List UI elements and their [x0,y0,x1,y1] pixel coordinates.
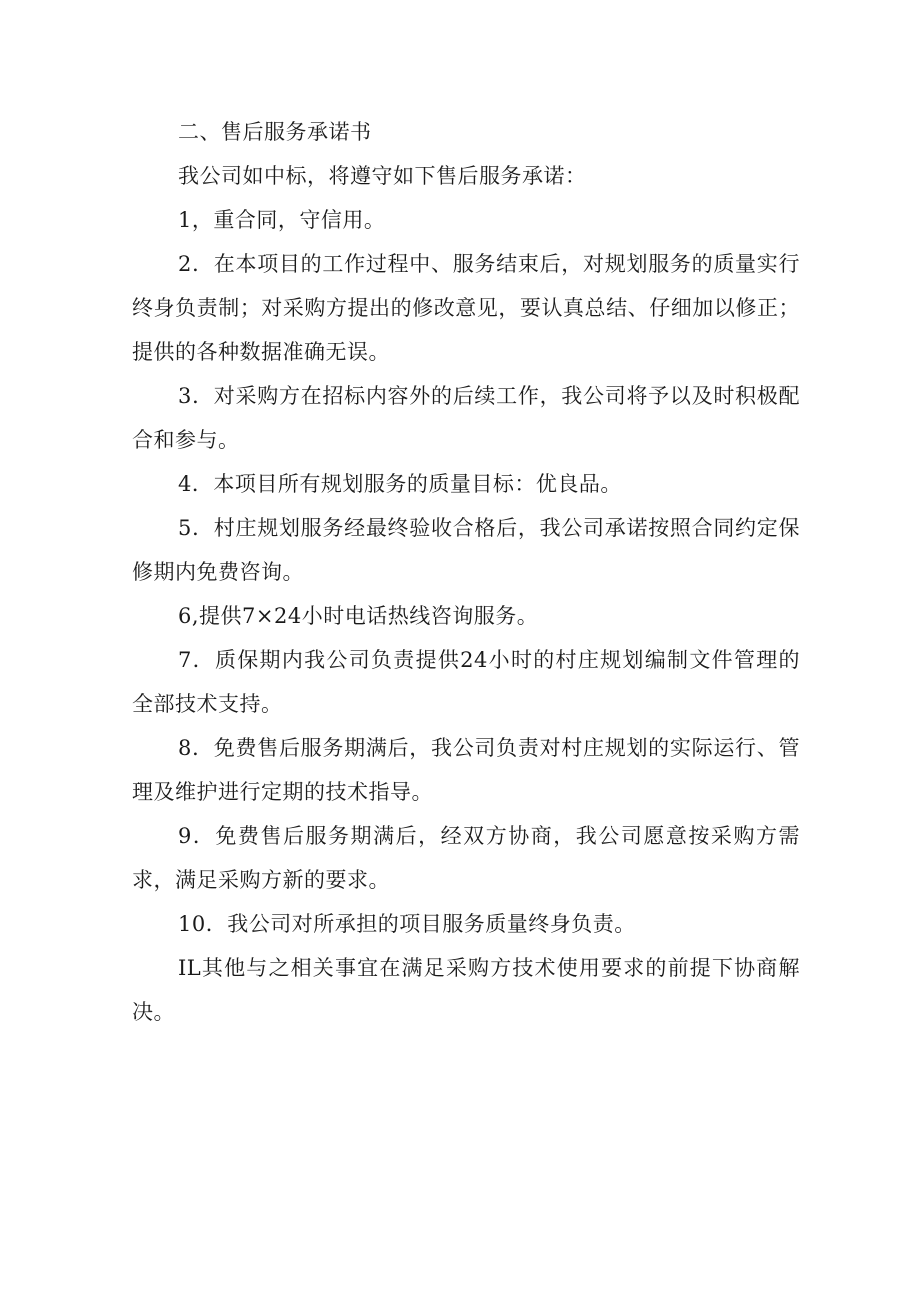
document-body [132,110,800,1034]
commitment-item-1: 1，重合同，守信用。 [178,208,386,232]
commitment-item-2: 2．在本项目的工作过程中、服务结束后，对规划服务的质量实行终身负责制；对采购方提出的修改意见，要认真总结、仔细加以修正；提供的各种数据准确无误。 [132,252,800,364]
commitment-item-10: 10．我公司对所承担的项目服务质量终身负责。 [178,912,636,936]
commitment-item-4: 4．本项目所有规划服务的质量目标：优良品。 [178,472,622,496]
intro-paragraph: 我公司如中标，将遵守如下售后服务承诺： [178,164,587,188]
commitment-item-7: 7．质保期内我公司负责提供24小时的村庄规划编制文件管理的全部技术支持。 [132,648,800,716]
commitment-item-11: IL其他与之相关事宜在满足采购方技术使用要求的前提下协商解决。 [132,956,800,1024]
commitment-item-9: 9．免费售后服务期满后，经双方协商，我公司愿意按采购方需求，满足采购方新的要求。 [132,824,800,892]
commitment-item-5: 5．村庄规划服务经最终验收合格后，我公司承诺按照合同约定保修期内免费咨询。 [132,516,800,584]
commitment-item-8: 8．免费售后服务期满后，我公司负责对村庄规划的实际运行、管理及维护进行定期的技术指导。 [132,736,800,804]
commitment-item-6: 6,提供7×24小时电话热线咨询服务。 [178,604,539,628]
commitment-item-3: 3．对采购方在招标内容外的后续工作，我公司将予以及时积极配合和参与。 [132,384,800,452]
section-heading: 二、售后服务承诺书 [178,120,372,144]
